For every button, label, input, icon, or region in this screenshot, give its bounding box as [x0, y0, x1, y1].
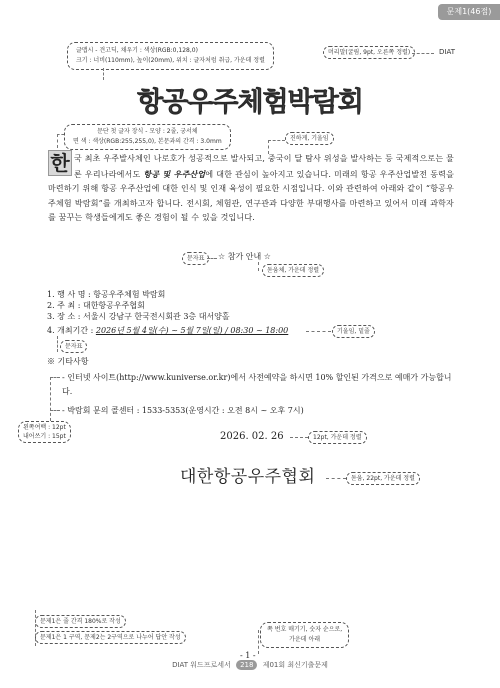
detail-item-1: 1. 행 사 명 : 항공우주체험 박람회 [47, 290, 166, 299]
page-title [110, 80, 390, 119]
emphasis-text: 항공 및 우주산업 [143, 168, 206, 179]
guide-heading: ☆ 참가 안내 ☆ [218, 252, 271, 261]
other-heading: ※ 기타사항 [47, 357, 89, 366]
footer-left: DIAT 워드프로세서 [172, 661, 231, 669]
chars-label: 문자표 [182, 252, 209, 265]
detail-row-3: 3. 장 소 : 서울시 강남구 한국전시회관 3층 대서양홀 [47, 312, 230, 321]
page-number: - 1 - [240, 651, 256, 660]
line-spacing-note: 문제1은 줄 간격 180%로 작성 [35, 615, 126, 628]
page-number-note: 쪽 번호 매기기, 숫자 순으로, 가운데 아래 [260, 622, 349, 648]
drop-cap: 한 [48, 150, 72, 176]
footer [0, 660, 500, 670]
title-text: 항공우주체험박람회 [137, 87, 363, 118]
issue-date: 2026. 02. 26 [220, 431, 284, 442]
title-style-note: 글맵시 - 견고딕, 채우기 : 색상(RGB:0,128,0) 크기 : 너비(110mm), 높이(20mm), 위치 : 글자처럼 취급, 가운데 정렬 [67, 42, 274, 70]
organization-name: 대한항공우주협회 [180, 467, 316, 487]
other-item-2: - 박람회 문의 콜센터 : 1533-5353(운영시간 : 오전 8시 ~ 오후 7시) [62, 406, 304, 415]
problem-tab [438, 4, 500, 20]
dropcap-style-note: 문단 첫 글자 장식 - 모양 : 2줄, 궁서체 면 색 : 색상(RGB:255,255,0), 본문과의 간격 : 3.0mm [64, 124, 231, 150]
event-period: 2026년 5월 4일(수) ~ 5월 7일(일) / 08:30 ~ 18:00 [95, 326, 289, 335]
section-note: 문제1은 1 구역, 문제2는 2구역으로 나누어 답안 작성 [35, 631, 186, 644]
other-item-1: - 인터넷 사이트(http://www.kuniverse.or.kr)에서 사전예약을 하시면 10% 할인된 가격으로 예매가 가능합니다. [62, 373, 452, 396]
footer-page-badge: 218 [236, 660, 257, 670]
indent-style-note: 왼쪽여백 : 12pt 내어쓰기 : 15pt [18, 421, 71, 443]
header-style-note: 머리말(굴림, 9pt, 오른쪽 정렬) [323, 46, 415, 59]
footer-right: 제01회 최신기출문제 [262, 661, 328, 669]
date-style-note: 12pt, 가운데 정렬 [308, 431, 367, 444]
header-text: DIAT [439, 48, 455, 56]
detail-row-4: 4. 개최기간 : 2026년 5월 4일(수) ~ 5월 7일(일) / 08:30 ~ 18:00 [47, 326, 289, 335]
period-style-note: 기울임, 밑줄 [332, 325, 375, 338]
chars-label-2: 문자표 [60, 340, 87, 353]
intro-paragraph: 국 최초 우주발사체인 나로호가 성공적으로 발사되고, 중국이 달 탐사 위성을 발사하는 등 국제적으로는 물론 우리나라에서도 항공 및 우주산업에 대한 관심이 높아지고 있습니다. 미래의 항공 우주산업발전 동력을 마련하기 위해 항공 우주산업에 대한 인식 및 인재 육성이 필요한 시점입니다. 이와 관련하여 아래와 같이 “항공우주체험 박람회”를 개최하고자 합니다. 전시회, 체험관, 연구관과 다양한 부대행사를 마련하고 있어서 미래 과학자를 꿈꾸는 학생들에게도 좋은 경험이 될 수 있을 것입니다. [48, 154, 455, 222]
org-style-note: 돋움, 22pt, 가운데 정렬 [346, 472, 420, 485]
highlight-style-note: 진하게, 기울임 [285, 132, 334, 145]
guide-style-note: 돋움체, 가운데 정렬 [262, 264, 324, 277]
problem-tab-label: 문제1(46점) [446, 7, 492, 16]
detail-row-2: 2. 주 최 : 대한항공우주협회 [47, 301, 145, 310]
